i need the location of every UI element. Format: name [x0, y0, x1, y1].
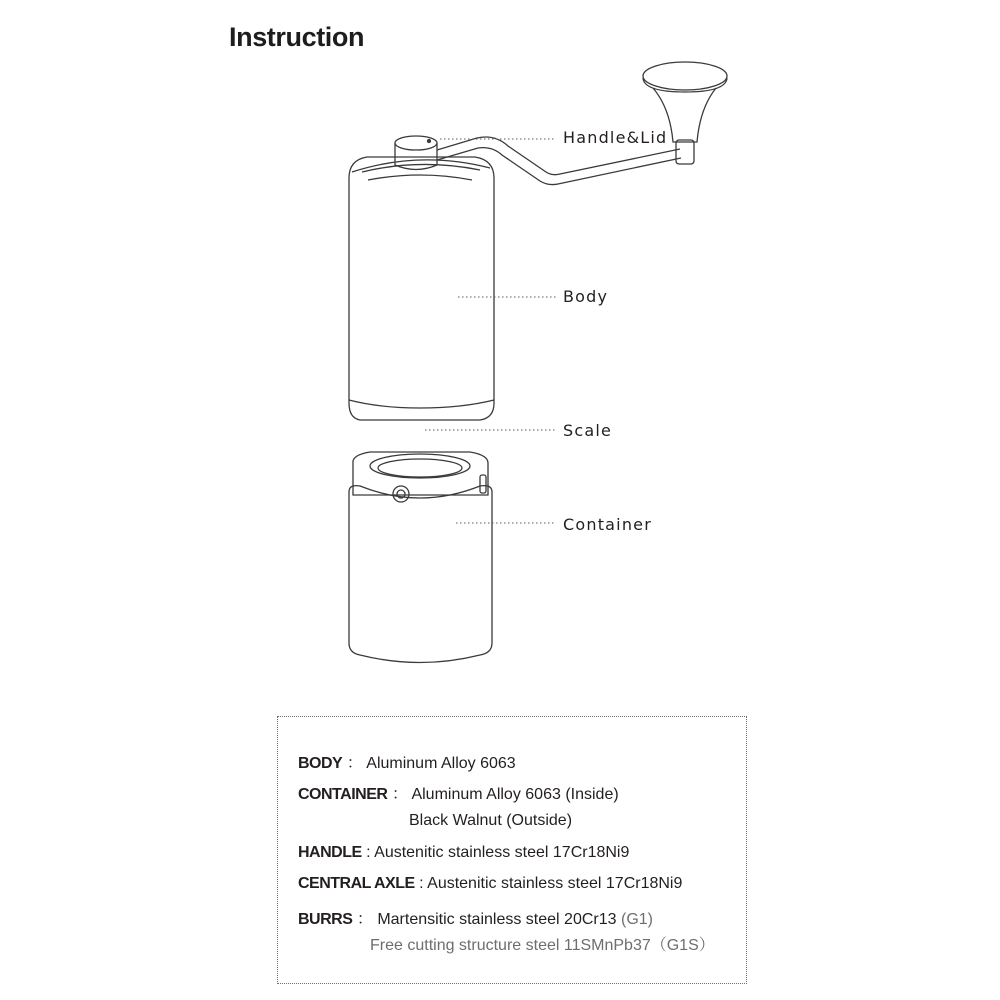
handle-post	[676, 140, 694, 164]
spec-burrs-key: BURRS	[298, 911, 353, 928]
spec-body	[298, 750, 516, 773]
container-side-tab	[480, 475, 486, 493]
callout-body: Body	[563, 287, 609, 306]
container-opening-inner	[378, 459, 462, 477]
callout-handle-lid: Handle&Lid	[563, 128, 668, 147]
callout-scale: Scale	[563, 421, 613, 440]
spec-container-key: CONTAINER	[298, 786, 388, 803]
container-screw	[393, 486, 409, 502]
body-bottom-band	[349, 400, 494, 408]
spec-central-axle-key: CENTRAL AXLE	[298, 875, 415, 892]
spec-container-value: Aluminum Alloy 6063 (Inside)	[411, 786, 619, 803]
spec-handle-key: HANDLE	[298, 844, 362, 861]
spec-body-sep: ：	[346, 755, 363, 772]
spec-handle	[298, 844, 629, 862]
page-title: Instruction	[229, 22, 365, 52]
spec-body-key: BODY	[298, 755, 343, 772]
spec-container	[298, 781, 619, 804]
spec-burrs-value: Martensitic stainless steel 20Cr13	[377, 911, 617, 928]
lid-ring-inner	[362, 164, 480, 172]
spec-central-axle-value: Austenitic stainless steel 17Cr18Ni9	[427, 875, 683, 892]
spec-handle-value: Austenitic stainless steel 17Cr18Ni9	[374, 844, 630, 861]
lid-cap-top	[395, 136, 437, 150]
lid-ring-inner-2	[368, 175, 472, 180]
handle-arm-inner	[437, 148, 681, 185]
container-body	[349, 486, 492, 663]
spec-body-value: Aluminum Alloy 6063	[366, 755, 516, 772]
container-opening	[370, 454, 470, 478]
callout-container: Container	[563, 515, 652, 534]
lid-cap-dot	[428, 140, 431, 143]
spec-burrs-sep: ：	[356, 911, 373, 928]
spec-container-sep: ：	[391, 786, 408, 803]
spec-burrs-note: (G1)	[620, 911, 653, 928]
body-outline	[349, 157, 494, 420]
spec-container-value-2: Black Walnut (Outside)	[409, 812, 573, 829]
spec-central-axle	[298, 875, 682, 893]
spec-handle-sep: :	[366, 844, 371, 861]
handle-knob-top	[643, 62, 727, 90]
spec-burrs-value-2: Free cutting structure steel 11SMnPb37（G1S）	[370, 937, 715, 954]
spec-burrs	[298, 906, 653, 929]
spec-central-axle-sep: :	[419, 875, 424, 892]
